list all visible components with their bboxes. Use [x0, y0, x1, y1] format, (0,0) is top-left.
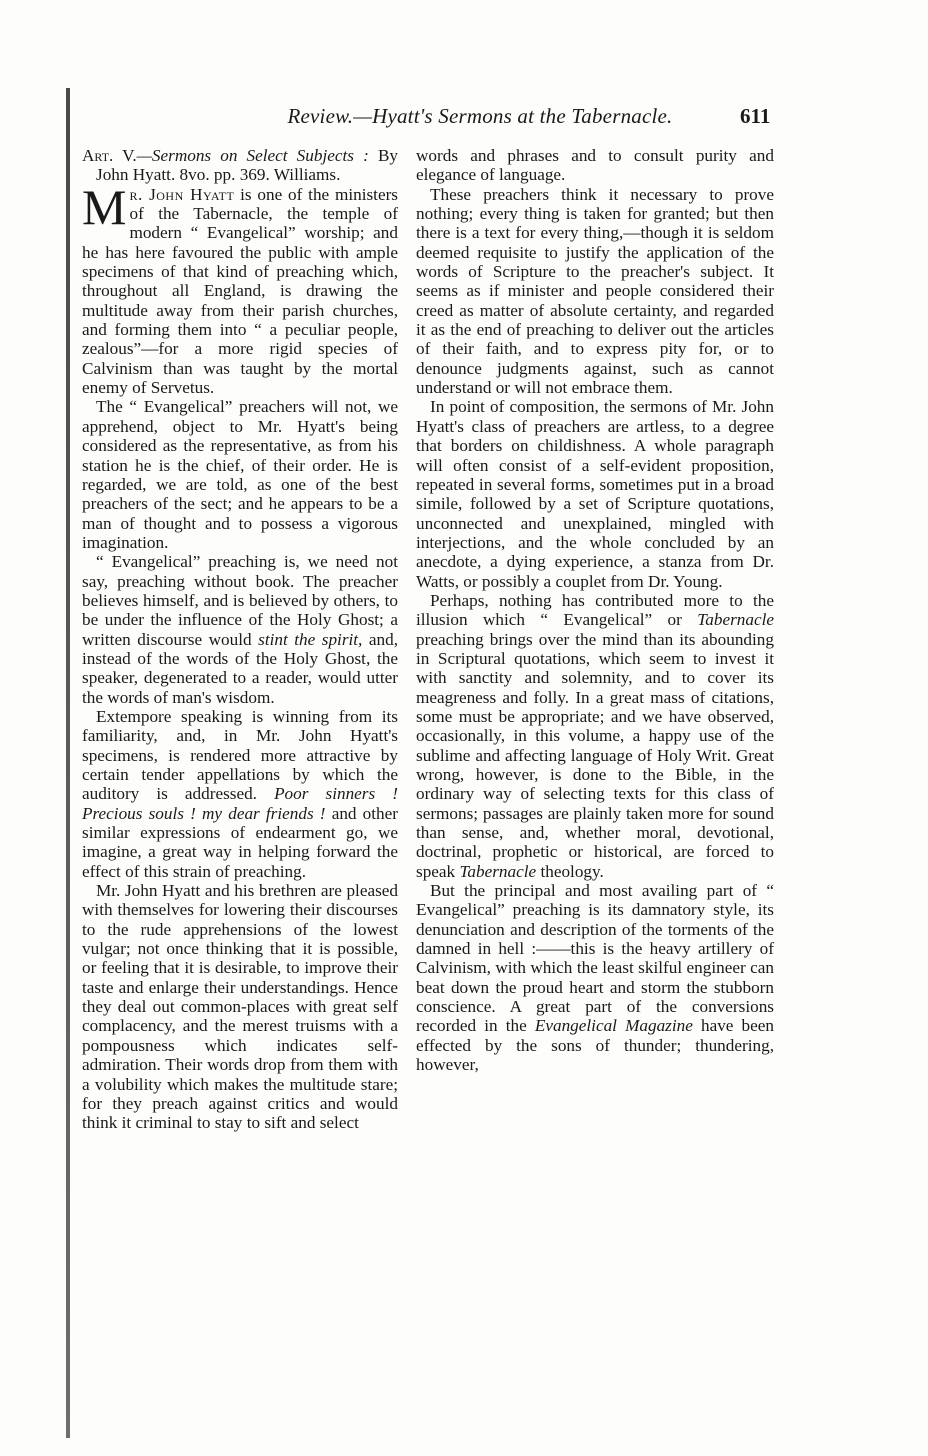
paragraph	[82, 552, 398, 707]
lead-words: r. John Hyatt	[129, 184, 235, 204]
italic-phrase: Tabernacle	[697, 610, 774, 630]
paragraph-text: theology.	[536, 861, 604, 881]
paragraph: In point of composition, the sermons of Mr. John Hyatt's class of preachers are artless, to a degree that borders on childishness. A whole paragraph will often consist of a self-evident proposition, repeated in several forms, sometimes put in a broad simile, followed by a set of Scripture quotations, unconnected and unexplained, mingled with interjections, and the whole concluded by an anecdote, a dying experience, a stanza from Dr. Watts, or possibly a couplet from Dr. Young.	[416, 397, 774, 591]
paragraph-text: But the principal and most availing part of “ Evangelical” preaching is its damnatory style, its denunciation and description of the torments of the damned in hell :——this is the heavy artillery of Calvinism, with which the least skilful engineer can beat down the proud heart and storm the stubborn conscience. A great part of the conversions recorded in the	[416, 881, 774, 1036]
review-title: —Sermons on Select Subjects :	[136, 146, 369, 165]
italic-phrase: Poor sinners ! Precious souls ! my dear friends !	[82, 784, 398, 823]
running-head: Review.—Hyatt's Sermons at the Tabernacle.	[287, 104, 673, 128]
paragraph-text: “ Evangelical” preaching is, we need not say, preaching without book. The preacher believes himself, and is believed by others, to be under the influence of the Holy Ghost; a written discourse would	[82, 552, 398, 649]
paragraph: These preachers think it necessary to prove nothing; every thing is taken for granted; but then there is a text for every thing,—though it is seldom deemed requisite to justify the application of the words of Scripture to the preacher's subject. It seems as if minister and people considered their creed as matter of absolute certainty, and regarded it as the end of preaching to deliver out the articles of their faith, and to express pity for, or to denounce judgments against, such as cannot understand or will not embrace them.	[416, 184, 774, 398]
review-bibliographic-details: By John Hyatt. 8vo. pp. 369. Williams.	[96, 146, 398, 185]
paragraph-text: Perhaps, nothing has contributed more to the illusion which “ Evangelical” or	[416, 590, 774, 630]
paragraph: Mr. John Hyatt and his brethren are pleased with themselves for lowering their discourses to the rude apprehensions of the lowest vulgar; not once thinking that it is possible, or feeling that it is desirable, to improve their taste and enlarge their understandings. Hence they deal out common-places with great self complacency, and the merest truisms with a pompousness which indicates self-admiration. Their words drop from them with a volubility which makes the multitude stare; for they preach against critics and would think it criminal to stay to sift and select	[82, 881, 398, 1133]
paragraph	[82, 178, 398, 398]
paragraph: words and phrases and to consult purity and elegance of language.	[416, 146, 774, 185]
italic-phrase: stint the spirit,	[258, 629, 363, 649]
paragraph-text: preaching brings over the mind than its abounding in Scriptural quotations, which seem to invest it with sanctity and solemnity, and to cover its meagreness and folly. In a great mass of citations, some must be appropriate; and we have observed, occasionally, in this volume, a happy use of the sublime and affecting language of Holy Writ. Great wrong, however, is done to the Bible, in the ordinary way of selecting texts for this class of sermons; passages are plainly taken more for sound than sense, and, whether moral, devotional, doctrinal, prophetic or historical, are forced to speak	[416, 629, 774, 881]
paragraph	[416, 881, 774, 1074]
italic-phrase: Evangelical Magazine	[534, 1016, 693, 1036]
paragraph: The “ Evangelical” preachers will not, we apprehend, object to Mr. Hyatt's being considered as the representative, as from his station he is the chief, of their order. He is regarded, we are told, as one of the best preachers of the sect; and he appears to be a man of thought and to possess a vigorous imagination.	[82, 397, 398, 552]
right-column	[416, 146, 774, 1075]
paragraph-text: and other similar expressions of endearment go, we imagine, a great way in helping forward the effect of this strain of preaching.	[82, 803, 398, 881]
drop-cap: M	[82, 178, 127, 235]
left-column	[82, 146, 398, 1133]
paragraph	[416, 591, 774, 881]
italic-phrase: Tabernacle	[459, 861, 537, 881]
binding-shadow-line	[66, 88, 70, 1438]
paragraph-text: is one of the ministers of the Tabernacle, the temple of modern “ Evangelical” worship; and he has here favoured the public with ample specimens of that kind of preaching which, throughout all England, is drawing the multitude away from their parish churches, and forming them into “ a peculiar people, zealous”—for a more rigid species of Calvinism than was taught by the mortal enemy of Servetus.	[82, 184, 398, 398]
paragraph-text: Extempore speaking is winning from its familiarity, and, in Mr. John Hyatt's specimens, is rendered more attractive by certain tender appellations by which the auditory is addressed.	[82, 706, 398, 804]
paragraph	[82, 707, 398, 881]
paragraph-text: have been effected by the sons of thunder; thundering, however,	[416, 1016, 774, 1075]
page-number: 611	[740, 104, 771, 128]
review-entry-heading	[82, 146, 398, 185]
article-number: Art. V.	[82, 146, 137, 165]
paragraph-text: and, instead of the words of the Holy Ghost, the speaker, degenerated to a reader, would utter the words of man's wisdom.	[82, 629, 398, 707]
